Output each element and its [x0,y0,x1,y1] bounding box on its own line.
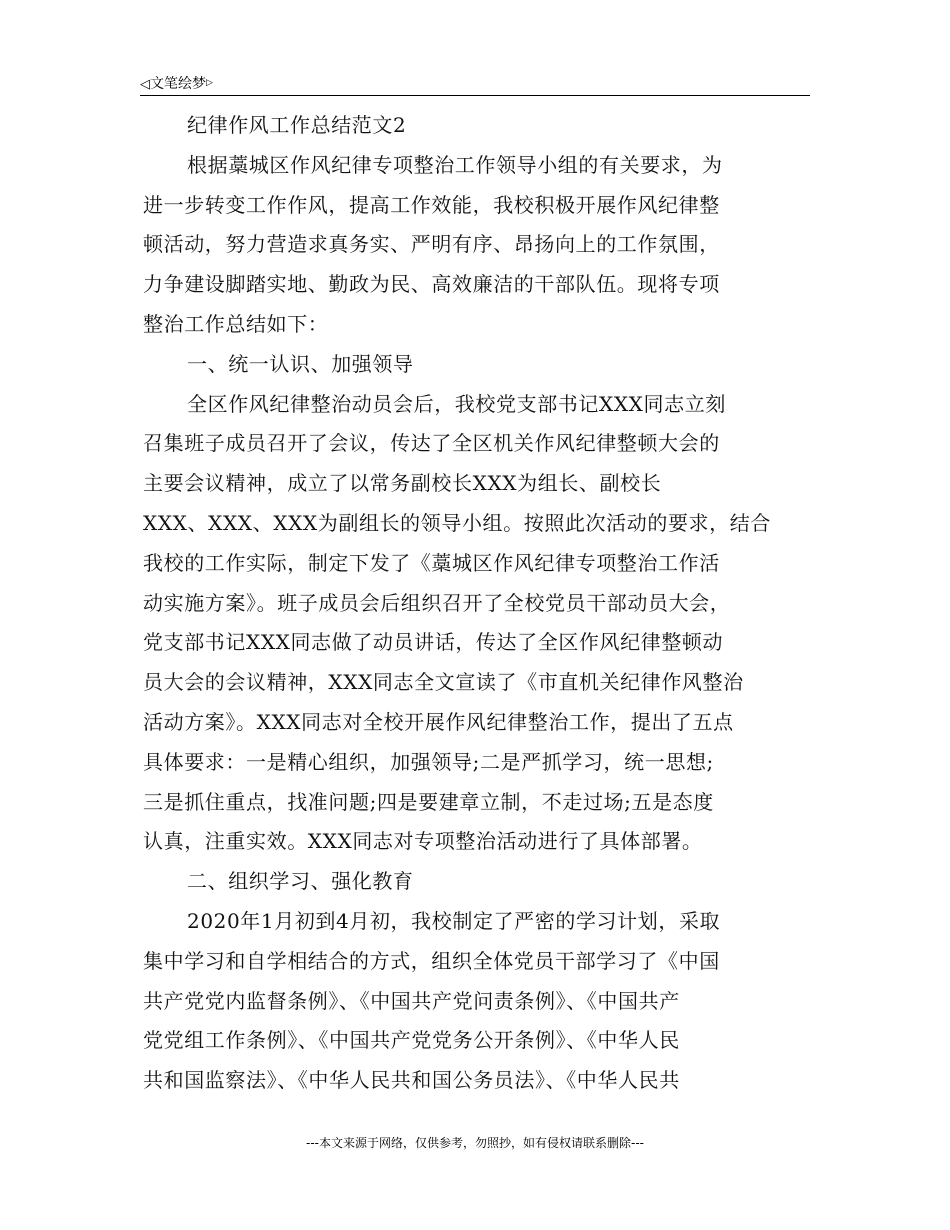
paragraph-line: 力争建设脚踏实地、勤政为民、高效廉洁的干部队伍。现将专项 [143,272,720,297]
header-brand [140,73,213,93]
paragraph-line: 集中学习和自学相结合的方式，组织全体党员干部学习了《中国 [143,948,720,973]
paragraph-line: 认真，注重实效。XXX同志对专项整治活动进行了具体部署。 [143,829,703,854]
page-footer: ---本文来源于网络，仅供参考，勿照抄，如有侵权请联系删除--- [306,1136,644,1150]
paragraph-line: 根据藁城区作风纪律专项整治工作领导小组的有关要求，为 [187,152,723,177]
page-header [140,72,810,96]
paragraph-line: 召集班子成员召开了会议，传达了全区机关作风纪律整顿大会的 [143,431,720,456]
paragraph-line: 党支部书记XXX同志做了动员讲话，传达了全区作风纪律整顿动 [143,630,724,655]
right-triangle-icon: ▷ [206,78,213,88]
paragraph-line: 主要会议精神，成立了以常务副校长XXX为组长、副校长 [143,471,662,496]
paragraph-line: XXX、XXX、XXX为副组长的领导小组。按照此次活动的要求，结合 [143,510,771,535]
paragraph-line: 党党组工作条例》、《中国共产党党务公开条例》、《中华人民 [143,1028,680,1053]
paragraph-line: 我校的工作实际，制定下发了《藁城区作风纪律专项整治工作活 [143,550,720,575]
paragraph-line: 2020年1月初到4月初，我校制定了严密的学习计划，采取 [187,908,721,933]
paragraph-line: 全区作风纪律整治动员会后，我校党支部书记XXX同志立刻 [187,391,726,416]
paragraph-line: 活动方案》。XXX同志对全校开展作风纪律整治工作，提出了五点 [143,709,734,734]
paragraph-line: 共和国监察法》、《中华人民共和国公务员法》、《中华人民共 [143,1068,680,1093]
paragraph-line: 员大会的会议精神，XXX同志全文宣读了《市直机关纪律作风整治 [143,670,744,695]
paragraph-line: 具体要求：一是精心组织，加强领导;二是严抓学习，统一思想; [143,749,714,774]
left-triangle-icon: ◁ [140,77,150,92]
paragraph-line: 三是抓住重点，找准问题;四是要建章立制，不走过场;五是态度 [143,789,714,814]
paragraph-line: 动实施方案》。班子成员会后组织召开了全校党员干部动员大会， [143,590,731,615]
section-heading: 二、组织学习、强化教育 [187,869,414,894]
paragraph-line: 进一步转变工作作风，提高工作效能，我校积极开展作风纪律整 [143,192,720,217]
section-heading: 一、统一认识、加强领导 [187,351,414,376]
paragraph-line: 整治工作总结如下： [143,311,329,336]
document-body [143,106,811,1101]
paragraph-line: 顿活动，努力营造求真务实、严明有序、昂扬向上的工作氛围， [143,232,720,257]
header-brand-text: 文笔绘梦 [150,76,206,92]
document-title: 纪律作风工作总结范文2 [187,113,407,137]
paragraph-line: 共产党党内监督条例》、《中国共产党问责条例》、《中国共产 [143,988,680,1013]
